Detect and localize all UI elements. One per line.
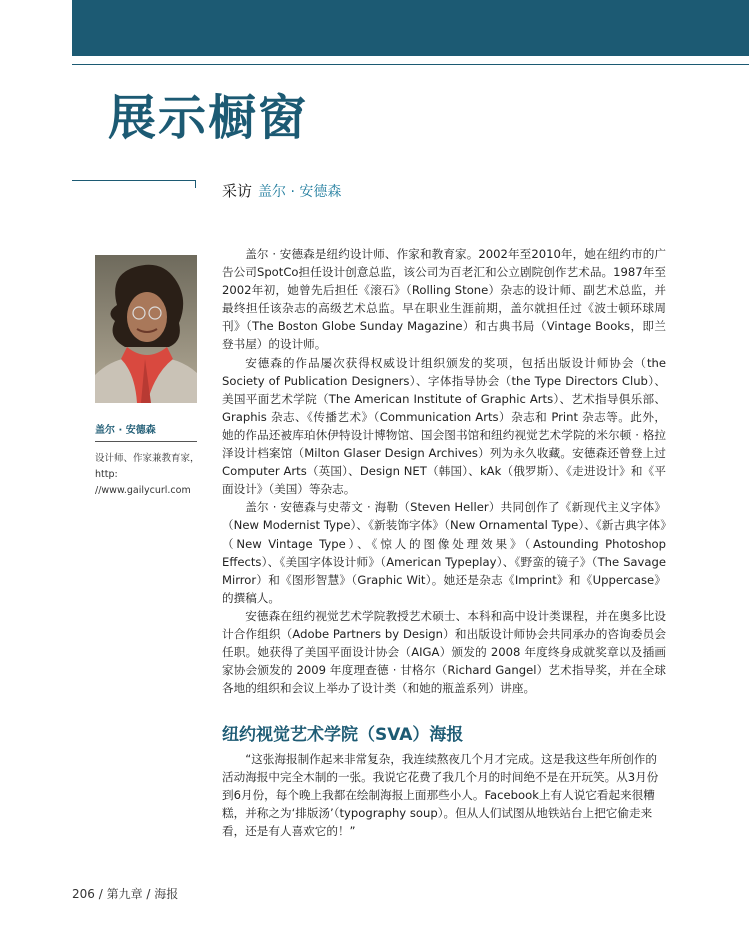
portrait-photo <box>95 255 197 403</box>
sidebar-divider <box>72 180 196 181</box>
sidebar-divider-tick <box>195 180 196 188</box>
photo-caption-description: 设计师、作家兼教育家，http: //www.gailycurl.com <box>95 453 200 496</box>
interview-heading <box>222 180 341 201</box>
photo-caption-name: 盖尔 · 安德森 <box>95 425 156 436</box>
portrait-illustration <box>95 255 197 403</box>
body-paragraph: 安德森的作品屡次获得权威设计组织颁发的奖项，包括出版设计师协会（the Society of Publication Designers）、字体指导协会（the Type Directors Club）、美国平面艺术学院（The American Institute of Graphic Arts）、艺术指导俱乐部、Graphis 杂志、《传播艺术》（Communication Arts）杂志和 Print 杂志等。此外，她的作品还被库珀休伊特设计博物馆、国会图书馆和纽约视觉艺术学院的米尔顿 · 格拉泽设计档案馆（Milton Glaser Design Archives）列为永久收藏。安德森还曾登上过 Computer Arts（英国）、Design NET（韩国）、kAk（俄罗斯）、《走进设计》和《平面设计》（美国）等杂志。 <box>222 355 666 497</box>
interview-name: 盖尔 · 安德森 <box>258 184 342 200</box>
header-bar <box>72 0 749 56</box>
body-paragraph: 安德森在纽约视觉艺术学院教授艺术硕士、本科和高中设计类课程，并在奥多比设计合作组织（Adobe Partners by Design）和出版设计师协会共同承办的咨询委员会任职。她获得了美国平面设计协会（AIGA）颁发的 2008 年度终身成就奖章以及插画家协会颁发的 2009 年度理查德 · 甘格尔（Richard Gangel）艺术指导奖，并在全球各地的组织和会议上举办了设计类（和她的瓶盖系列）讲座。 <box>222 608 666 696</box>
caption-divider <box>95 441 197 442</box>
page-title: 展示橱窗 <box>108 90 309 146</box>
header-divider <box>72 64 749 65</box>
page-footer: 206 / 第九章 / 海报 <box>72 887 179 901</box>
section-heading: 纽约视觉艺术学院（SVA）海报 <box>222 725 464 745</box>
section-quote <box>222 750 666 840</box>
article-body <box>222 245 666 697</box>
interview-label: 采访 <box>222 182 253 200</box>
body-paragraph: 盖尔 · 安德森与史蒂文 · 海勒（Steven Heller）共同创作了《新现代主义字体》（New Modernist Type）、《新装饰字体》（New Ornamental Type）、《新古典字体》（New Vintage Type）、《惊人的图像处理效果》（Astounding Photoshop Effects）、《美国字体设计师》（American Typeplay）、《野蛮的镜子》（The Savage Mirror）和《图形智慧》（Graphic Wit）。她还是杂志《Imprint》和《Uppercase》的撰稿人。 <box>222 500 666 605</box>
quote-paragraph: “这张海报制作起来非常复杂，我连续熬夜几个月才完成。这是我这些年所创作的活动海报中完全木制的一张。我说它花费了我几个月的时间绝不是在开玩笑。从3月份到6月份，每个晚上我都在绘制海报上面那些小人。Facebook上有人说它看起来很糟糕，并称之为‘排版汤’（typography soup）。但从人们试图从地铁站台上把它偷走来看，还是有人喜欢它的！” <box>222 752 659 839</box>
body-paragraph: 盖尔 · 安德森是纽约设计师、作家和教育家。2002年至2010年，她在纽约市的广告公司SpotCo担任设计创意总监，该公司为百老汇和公立剧院创作艺术品。1987年至2002年初，她曾先后担任《滚石》（Rolling Stone）杂志的设计师、副艺术总监，并最终担任该杂志的高级艺术总监。早在职业生涯前期，盖尔就担任过《波士顿环球周刊》（The Boston Globe Sunday Magazine）和古典书局（Vintage Books，即兰登书屋）的设计师。 <box>222 247 666 352</box>
